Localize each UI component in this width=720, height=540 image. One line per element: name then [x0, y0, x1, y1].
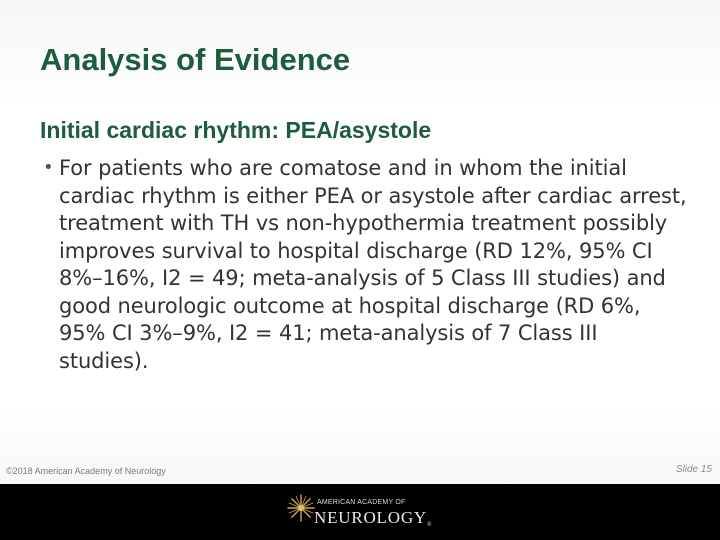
aan-logo	[286, 493, 433, 533]
slide-number: Slide 15	[675, 464, 712, 475]
copyright-notice: ©2018 American Academy of Neurology	[6, 466, 166, 476]
bullet-text: For patients who are comatose and in whom the initial cardiac rhythm is either PEA or asystole after cardiac arrest, treatment with TH vs non-hypothermia treatment possibly improves survival to hospital discharge (RD 12%, 95% CI 8%–16%, I2 = 49; meta-analysis of 5 Class III studies) and good neurologic outcome at hospital discharge (RD 6%, 95% CI 3%–9%, I2 = 41; meta-analysis of 7 Class III studies).	[59, 156, 687, 373]
logo-wordmark: NEUROLOGY	[314, 508, 427, 527]
bullet-point: •	[43, 157, 54, 178]
logo-text-main	[314, 508, 432, 528]
slide-subtitle: Initial cardiac rhythm: PEA/asystole	[40, 117, 432, 143]
slide-title: Analysis of Evidence	[40, 42, 351, 77]
starburst-logo-icon	[286, 493, 316, 523]
logo-text-top: AMERICAN ACADEMY OF	[317, 499, 406, 506]
registered-mark: ®	[426, 522, 433, 528]
